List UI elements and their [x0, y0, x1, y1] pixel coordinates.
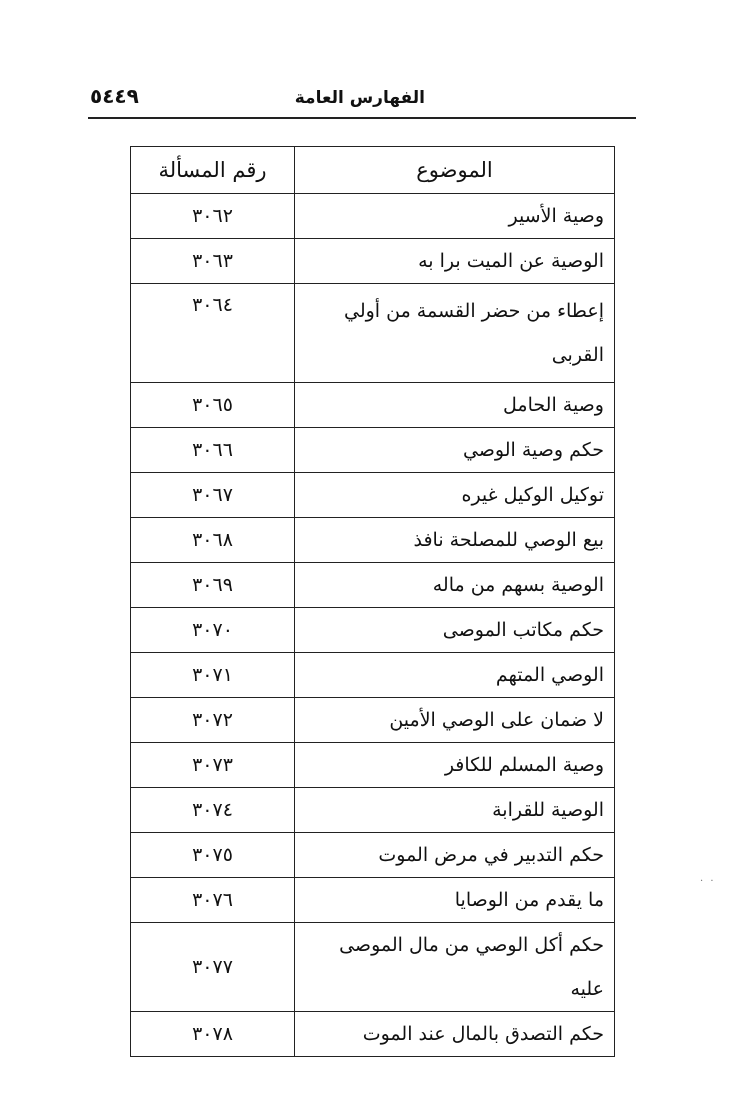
table-row: [131, 878, 615, 923]
topic-cell: لا ضمان على الوصي الأمين: [295, 698, 615, 743]
table-header-row: [131, 147, 615, 194]
table-row: [131, 563, 615, 608]
issue-number-cell: ٣٠٦٦: [131, 428, 295, 473]
issue-number-cell: ٣٠٦٤: [131, 284, 295, 383]
table-row: [131, 428, 615, 473]
topic-cell: حكم وصية الوصي: [295, 428, 615, 473]
topic-cell: حكم أكل الوصي من مال الموصى عليه: [295, 923, 615, 1012]
topic-cell: الوصية للقرابة: [295, 788, 615, 833]
table-row: [131, 833, 615, 878]
header-rule: [88, 117, 636, 119]
topic-cell: الوصية بسهم من ماله: [295, 563, 615, 608]
scan-speck: · ·: [700, 876, 716, 887]
issue-number-cell: ٣٠٧٢: [131, 698, 295, 743]
topic-cell: الوصية عن الميت برا به: [295, 239, 615, 284]
topic-cell: وصية المسلم للكافر: [295, 743, 615, 788]
issue-number-cell: ٣٠٧٥: [131, 833, 295, 878]
topic-cell: بيع الوصي للمصلحة نافذ: [295, 518, 615, 563]
topic-cell: حكم التصدق بالمال عند الموت: [295, 1012, 615, 1057]
issue-number-cell: ٣٠٦٨: [131, 518, 295, 563]
table-row: [131, 608, 615, 653]
table-row: [131, 194, 615, 239]
issue-number-cell: ٣٠٧٦: [131, 878, 295, 923]
table-row: [131, 518, 615, 563]
issue-number-cell: ٣٠٧٤: [131, 788, 295, 833]
table-row: [131, 923, 615, 1012]
issue-number-cell: ٣٠٦٣: [131, 239, 295, 284]
page-number: ٥٤٤٩: [90, 84, 139, 108]
table-row: [131, 239, 615, 284]
column-header-topic: الموضوع: [295, 147, 615, 194]
table-row: [131, 383, 615, 428]
table-row: [131, 788, 615, 833]
issue-number-cell: ٣٠٦٩: [131, 563, 295, 608]
issue-number-cell: ٣٠٦٥: [131, 383, 295, 428]
column-header-issue-number: رقم المسألة: [131, 147, 295, 194]
topic-cell: الوصي المتهم: [295, 653, 615, 698]
table-row: [131, 473, 615, 518]
issue-number-cell: ٣٠٧٣: [131, 743, 295, 788]
topic-cell: ما يقدم من الوصايا: [295, 878, 615, 923]
issue-number-cell: ٣٠٧٠: [131, 608, 295, 653]
index-table: [130, 146, 615, 1057]
topic-cell: توكيل الوكيل غيره: [295, 473, 615, 518]
issue-number-cell: ٣٠٧٨: [131, 1012, 295, 1057]
table-row: [131, 1012, 615, 1057]
table-row: [131, 284, 615, 383]
table-row: [131, 743, 615, 788]
header-title: الفهارس العامة: [294, 88, 425, 108]
topic-cell: حكم التدبير في مرض الموت: [295, 833, 615, 878]
table-row: [131, 653, 615, 698]
topic-cell: حكم مكاتب الموصى: [295, 608, 615, 653]
issue-number-cell: ٣٠٦٢: [131, 194, 295, 239]
topic-cell: وصية الحامل: [295, 383, 615, 428]
topic-cell: إعطاء من حضر القسمة من أولي القربى: [295, 284, 615, 383]
topic-cell: وصية الأسير: [295, 194, 615, 239]
table-row: [131, 698, 615, 743]
issue-number-cell: ٣٠٧٧: [131, 923, 295, 1012]
issue-number-cell: ٣٠٦٧: [131, 473, 295, 518]
page-header: [90, 80, 635, 118]
issue-number-cell: ٣٠٧١: [131, 653, 295, 698]
